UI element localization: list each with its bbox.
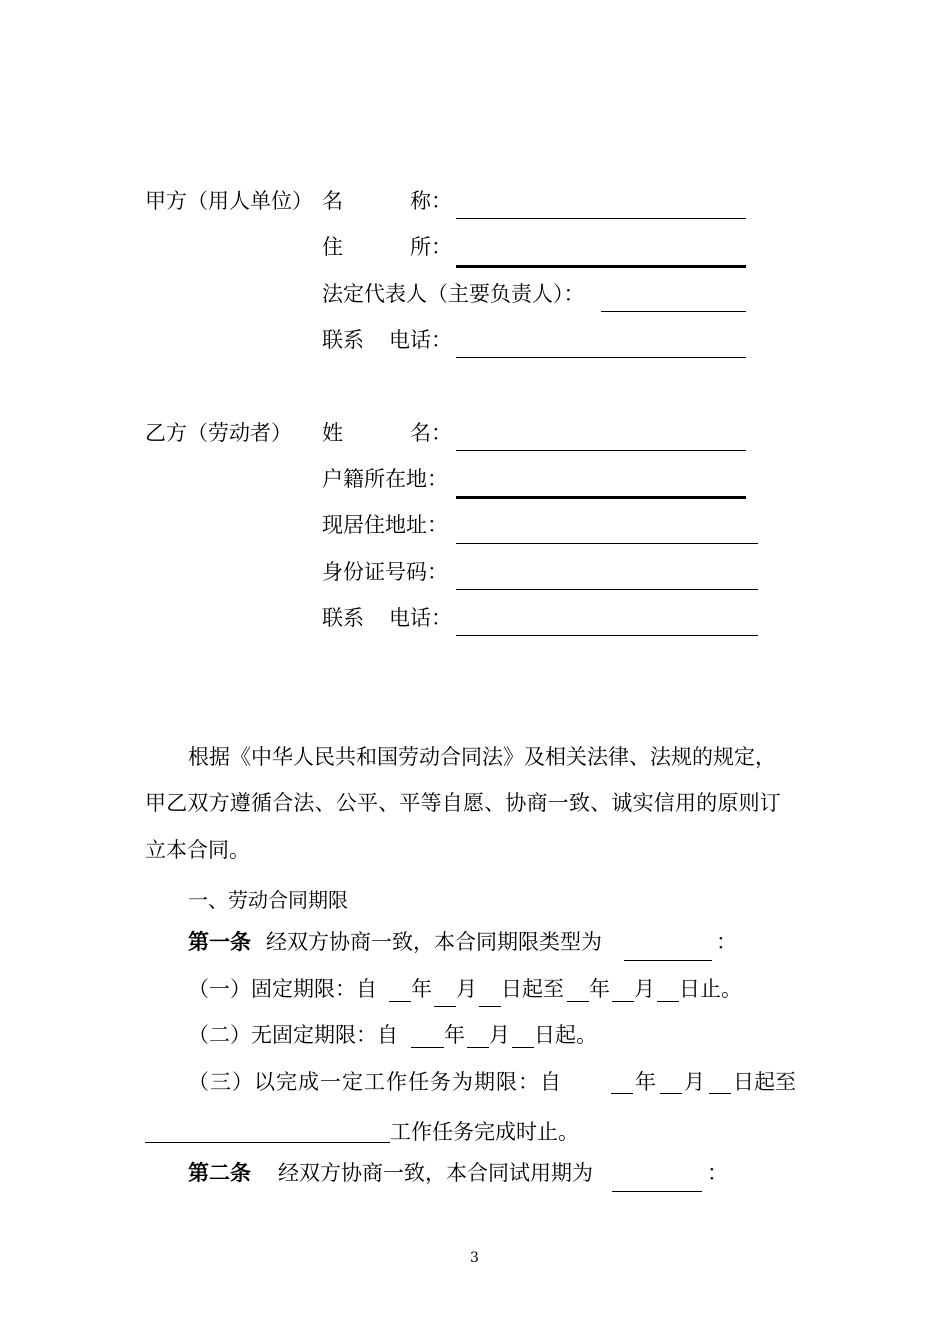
party-a-phone-label-2: 电话：	[389, 328, 452, 352]
party-b-name-field[interactable]	[456, 450, 746, 451]
fixed-month-1: 月	[456, 977, 477, 1001]
party-a-heading: 甲方（用人单位）	[145, 189, 313, 213]
task-day-to: 日起至	[733, 1070, 796, 1094]
task-month: 月	[684, 1070, 705, 1094]
party-a-address-field[interactable]	[456, 265, 746, 268]
section-1-title: 一、劳动合同期限	[188, 888, 348, 912]
article-2-label: 第二条	[188, 1161, 251, 1185]
task-description-field[interactable]	[145, 1142, 390, 1143]
party-b-residence-field[interactable]	[456, 543, 758, 544]
party-b-residence-label: 现居住地址：	[322, 513, 448, 537]
article-2-text: 经双方协商一致，本合同试用期为	[278, 1161, 593, 1185]
party-a-address-label-2: 所：	[410, 235, 452, 259]
open-month: 月	[489, 1023, 510, 1047]
party-b-heading: 乙方（劳动者）	[145, 421, 292, 445]
page-number: 3	[470, 1250, 479, 1266]
open-start-month-field[interactable]	[467, 1047, 489, 1048]
task-term-label: （三）以完成一定工作任务为期限：自	[188, 1070, 562, 1094]
party-b-id-label: 身份证号码：	[322, 560, 448, 584]
open-day-start: 日起。	[534, 1023, 597, 1047]
preamble-line-2: 甲乙双方遵循合法、公平、平等自愿、协商一致、诚实信用的原则订	[145, 791, 781, 815]
party-b-id-field[interactable]	[456, 589, 758, 590]
preamble-line-3: 立本合同。	[145, 838, 250, 862]
article-1-label: 第一条	[188, 930, 251, 954]
article-1-type-field[interactable]	[624, 960, 712, 961]
party-a-name-label-2: 称：	[410, 189, 452, 213]
party-b-name-label-2: 名：	[410, 421, 452, 445]
task-start-day-field[interactable]	[709, 1093, 731, 1094]
party-a-address-label-1: 住	[322, 235, 343, 259]
party-b-phone-field[interactable]	[456, 635, 758, 636]
article-1-colon: ：	[716, 930, 737, 954]
article-1-text: 经双方协商一致，本合同期限类型为	[266, 930, 602, 954]
party-b-phone-label-2: 电话：	[389, 606, 452, 630]
open-term-label: （二）无固定期限：自	[188, 1023, 398, 1047]
party-b-hukou-field[interactable]	[456, 496, 746, 499]
party-b-hukou-label: 户籍所在地：	[322, 467, 448, 491]
party-a-rep-label: 法定代表人（主要负责人）：	[322, 282, 585, 306]
party-a-phone-field[interactable]	[456, 357, 746, 358]
open-start-year-field[interactable]	[411, 1047, 444, 1048]
fixed-month-2: 月	[634, 977, 655, 1001]
fixed-day-end: 日止。	[679, 977, 742, 1001]
fixed-end-month-field[interactable]	[612, 1001, 634, 1002]
article-2-probation-field[interactable]	[612, 1191, 702, 1192]
party-a-name-label-1: 名	[322, 189, 343, 213]
task-year: 年	[635, 1070, 656, 1094]
fixed-end-day-field[interactable]	[657, 1001, 679, 1002]
party-b-phone-label-1: 联系	[322, 606, 364, 630]
party-a-rep-field[interactable]	[601, 311, 746, 312]
fixed-year-2: 年	[589, 977, 610, 1001]
fixed-year-1: 年	[411, 977, 432, 1001]
open-start-day-field[interactable]	[512, 1047, 534, 1048]
fixed-start-year-field[interactable]	[389, 1001, 411, 1002]
fixed-term-label: （一）固定期限：自	[188, 977, 377, 1001]
preamble-line-1: 根据《中华人民共和国劳动合同法》及相关法律、法规的规定，	[188, 745, 776, 769]
party-a-name-field[interactable]	[456, 218, 746, 219]
party-a-phone-label-1: 联系	[322, 328, 364, 352]
party-b-name-label-1: 姓	[322, 421, 343, 445]
article-2-colon: ：	[707, 1161, 728, 1185]
fixed-end-year-field[interactable]	[567, 1001, 589, 1002]
fixed-start-day-field[interactable]	[479, 1006, 501, 1007]
fixed-day-to-1: 日起至	[501, 977, 564, 1001]
fixed-start-month-field[interactable]	[434, 1006, 456, 1007]
task-start-year-field[interactable]	[611, 1093, 633, 1094]
task-start-month-field[interactable]	[660, 1093, 682, 1094]
task-end-text: 工作任务完成时止。	[390, 1120, 579, 1144]
open-year: 年	[444, 1023, 465, 1047]
